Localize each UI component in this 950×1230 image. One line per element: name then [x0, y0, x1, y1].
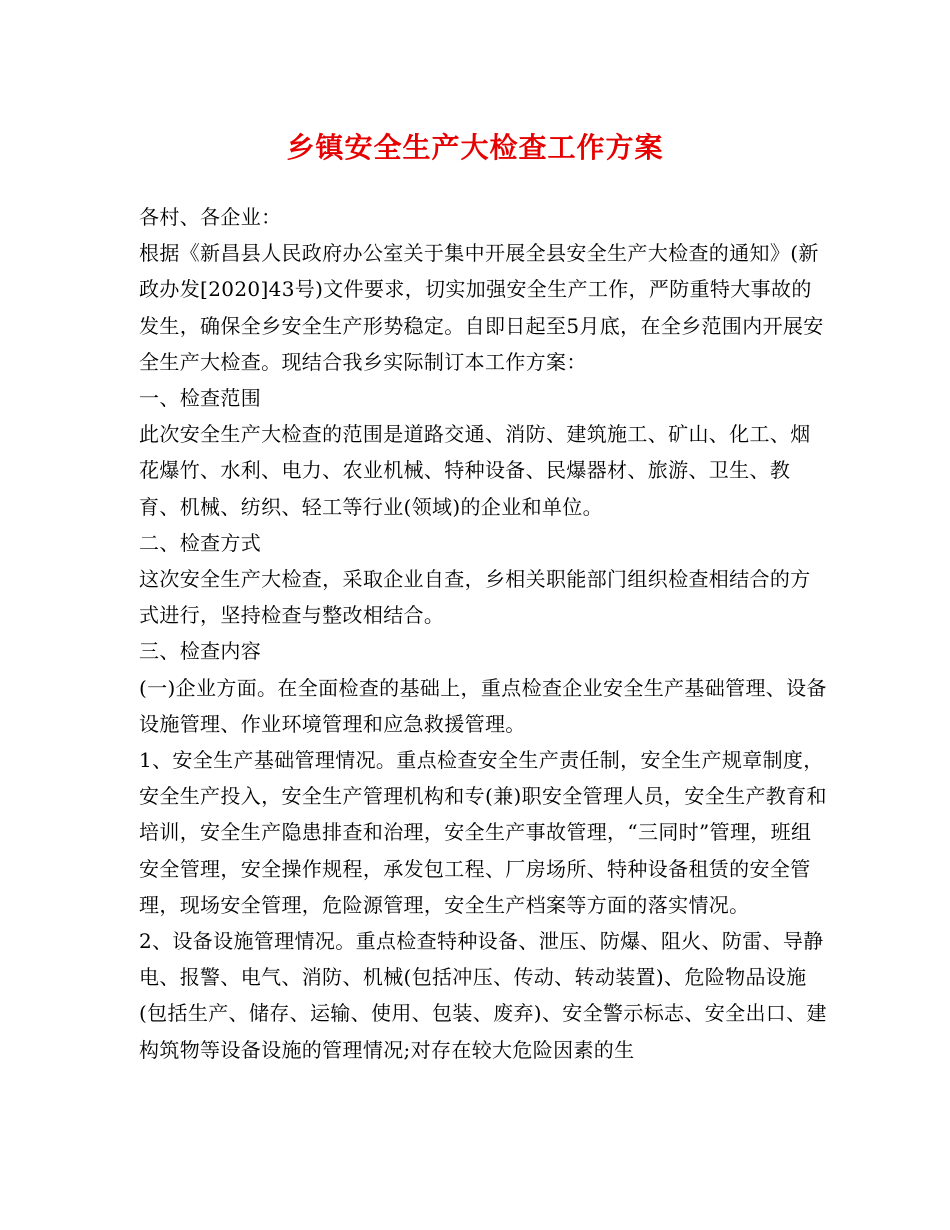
- scope-paragraph: 此次安全生产大检查的范围是道路交通、消防、建筑施工、矿山、化工、烟花爆竹、水利、电力、农业机械、特种设备、民爆器材、旅游、卫生、教育、机械、纺织、轻工等行业(领域)的企业和单位。: [139, 422, 811, 519]
- item-1-paragraph: 1、安全生产基础管理情况。重点检查安全生产责任制，安全生产规章制度，安全生产投入，安全生产管理机构和专(兼)职安全管理人员，安全生产教育和培训，安全生产隐患排查和治理，安全生产事故管理，“三同时”管理，班组安全管理，安全操作规程，承发包工程、厂房场所、特种设备租赁的安全管理，现场安全管理，危险源管理，安全生产档案等方面的落实情况。: [139, 748, 827, 917]
- document-body: [139, 199, 829, 1068]
- section-heading-content: 三、检查内容: [139, 639, 262, 664]
- enterprise-paragraph: (一)企业方面。在全面检查的基础上，重点检查企业安全生产基础管理、设备设施管理、作业环境管理和应急救援管理。: [139, 675, 827, 736]
- method-paragraph: 这次安全生产大检查，采取企业自查，乡相关职能部门组织检查相结合的方式进行，坚持检查与整改相结合。: [139, 567, 811, 628]
- intro-paragraph: 根据《新昌县人民政府办公室关于集中开展全县安全生产大检查的通知》(新政办发[2020]43号)文件要求，切实加强安全生产工作，严防重特大事故的发生，确保全乡安全生产形势稳定。自即日起至5月底，在全乡范围内开展安全生产大检查。现结合我乡实际制订本工作方案：: [139, 241, 824, 374]
- section-heading-scope: 一、检查范围: [139, 386, 262, 411]
- section-heading-method: 二、检查方式: [139, 530, 262, 555]
- document-title: 乡镇安全生产大检查工作方案: [286, 131, 664, 164]
- item-2-paragraph: 2、设备设施管理情况。重点检查特种设备、泄压、防爆、阻火、防雷、导静电、报警、电气、消防、机械(包括冲压、传动、转动装置)、危险物品设施(包括生产、储存、运输、使用、包装、废弃)、安全警示标志、安全出口、建构筑物等设备设施的管理情况;对存在较大危险因素的生: [139, 929, 827, 1062]
- salutation: 各村、各企业：: [139, 205, 282, 229]
